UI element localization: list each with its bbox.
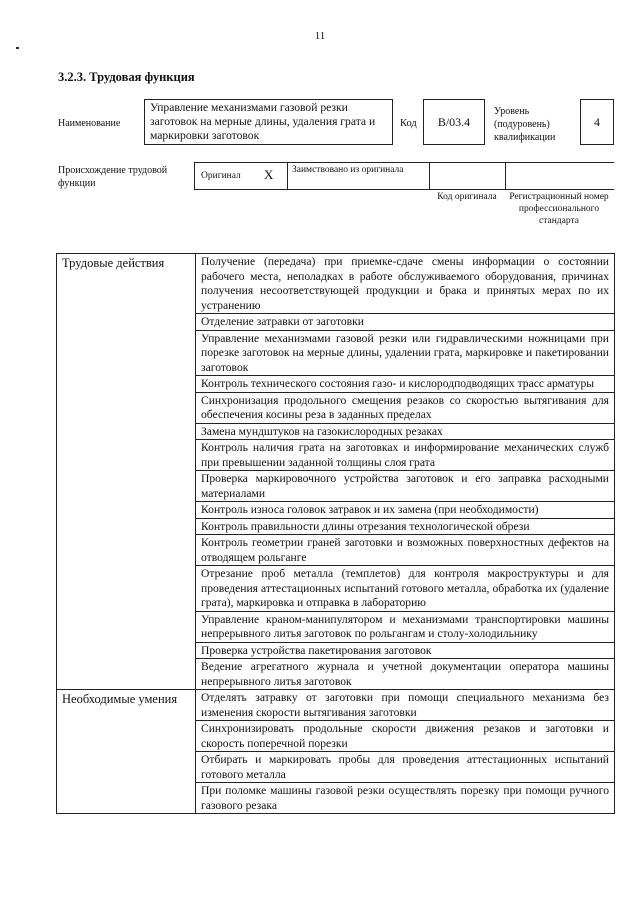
- function-table: [56, 253, 615, 814]
- original-mark: X: [264, 167, 274, 182]
- list-item: Отрезание проб металла (темплетов) для контроля макроструктуры и для проведения аттестационных испытаний готового металла, обработка их (удаление грата), маркировка и отправка в лабораторию: [196, 566, 614, 612]
- section-title: 3.2.3. Трудовая функция: [58, 70, 195, 84]
- code-original-caption: Код оригинала: [437, 192, 497, 202]
- reg-number-caption: Регистрационный номер профессионального стандарта: [509, 192, 609, 226]
- function-code: B/03.4: [423, 99, 485, 145]
- original-label: Оригинал: [201, 171, 241, 181]
- borrowed-cell: [288, 163, 430, 190]
- reg-number-cell: [506, 163, 614, 190]
- list-item: Замена мундштуков на газокислородных резаках: [196, 424, 614, 441]
- list-item: Синхронизация продольного смещения резаков со скоростью вытягивания для обеспечения косины реза в заданных пределах: [196, 393, 614, 424]
- list-item: Контроль геометрии граней заготовки и возможных поверхностных дефектов на отводящем рольганге: [196, 535, 614, 566]
- original-cell: [195, 163, 288, 190]
- function-name: Управление механизмами газовой резки заготовок на мерные длины, удаления грата и маркировки заготовок: [144, 99, 393, 145]
- group-row: [57, 254, 615, 690]
- list-item: При поломке машины газовой резки осуществлять порезку при помощи ручного газового резака: [201, 784, 609, 812]
- group-title: Необходимые умения: [57, 690, 196, 814]
- qualification-level: 4: [580, 99, 614, 145]
- list-item: Контроль правильности длины отрезания технологической обрези: [196, 519, 614, 536]
- list-item: Синхронизировать продольные скорости движения резаков и заготовки и скорость поперечной порезки: [196, 721, 614, 752]
- scan-mark: [16, 47, 19, 49]
- list-item: Проверка устройства пакетирования заготовок: [196, 643, 614, 660]
- list-item: Получение (передача) при приемке-сдаче смены информации о состоянии рабочего места, неполадках в работе обслуживаемого оборудования, причинах получения несоответствующей продукции и брака и принятых мерах по их устранению: [196, 254, 614, 314]
- list-item: Управление краном-манипулятором и механизмами транспортировки машины непрерывного литья заготовок по рольгангам и столу-холодильнику: [196, 612, 614, 643]
- page-number: 11: [314, 30, 326, 42]
- level-label: Уровень (подуровень) квалификации: [494, 106, 556, 143]
- origin-label: Происхождение трудовой функции: [58, 165, 168, 189]
- list-item: Проверка маркировочного устройства заготовок и его заправка расходными материалами: [196, 471, 614, 502]
- list-item: Ведение агрегатного журнала и учетной документации оператора машины непрерывного литья заготовок: [201, 660, 609, 688]
- origin-row: [194, 162, 614, 190]
- list-item: Отделять затравку от заготовки при помощи специального механизма без изменения скорости вытягивания заготовки: [196, 690, 614, 721]
- group-title: Трудовые действия: [57, 254, 196, 690]
- group-row: [57, 690, 615, 814]
- list-item: Отделение затравки от заготовки: [196, 314, 614, 331]
- orig-code-cell: [430, 163, 506, 190]
- borrowed-label: Заимствовано из оригинала: [292, 165, 404, 175]
- list-item: Контроль износа головок затравок и их замена (при необходимости): [196, 502, 614, 519]
- name-label: Наименование: [58, 118, 121, 129]
- code-label: Код: [400, 118, 417, 129]
- list-item: Отбирать и маркировать пробы для проведения аттестационных испытаний готового металла: [196, 752, 614, 783]
- list-item: Контроль наличия грата на заготовках и информирование механических служб при превышении заданной толщины слоя грата: [196, 440, 614, 471]
- list-item: Управление механизмами газовой резки или гидравлическими ножницами при порезке заготовок на мерные длины, удалении грата, маркировке и пакетировании заготовок: [196, 331, 614, 377]
- list-item: Контроль технического состояния газо- и кислородподводящих трасс арматуры: [196, 376, 614, 393]
